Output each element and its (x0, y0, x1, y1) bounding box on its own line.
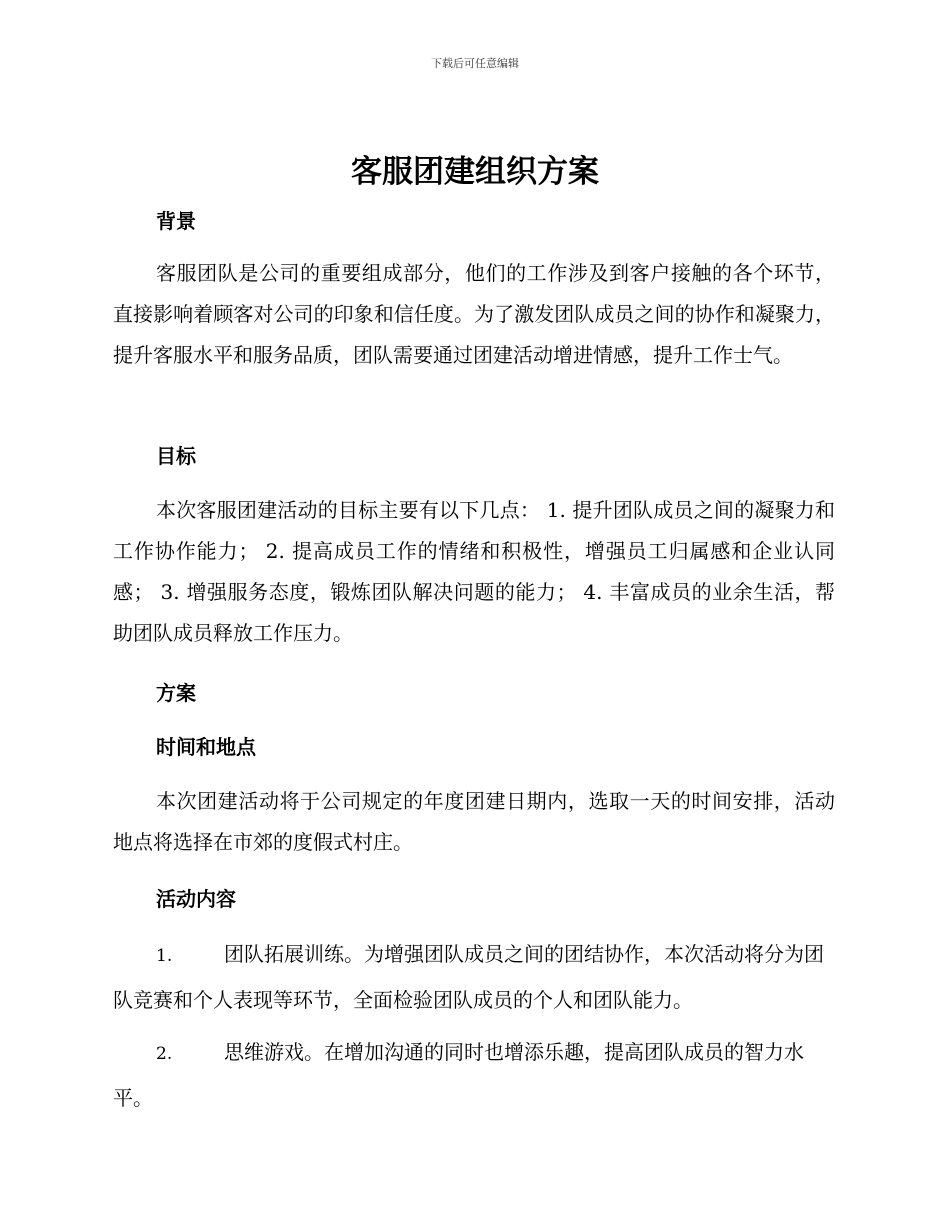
section-heading-goal: 目标 (156, 444, 196, 468)
goal-paragraph: 本次客服团建活动的目标主要有以下几点： 1. 提升团队成员之间的凝聚力和工作协作能力； 2. 提高成员工作的情绪和积极性，增强员工归属感和企业认同感； 3. 增强服务态度，锻炼团队解决问题的能力； 4. 丰富成员的业余生活，帮助团队成员释放工作压力。 (113, 498, 835, 645)
activity-item (113, 1030, 835, 1120)
section-heading-background: 背景 (156, 209, 196, 233)
section-heading-activities: 活动内容 (156, 887, 236, 911)
activity-item (113, 932, 835, 1022)
activity-text: 团队拓展训练。为增强团队成员之间的团结协作，本次活动将分为团队竞赛和个人表现等环节，全面检验团队成员的个人和团队能力。 (113, 942, 824, 1012)
activity-text: 思维游戏。在增加沟通的同时也增添乐趣，提高团队成员的智力水平。 (113, 1040, 804, 1110)
activity-number: 2. (156, 1044, 173, 1064)
page-header: 下载后可任意编辑 (431, 57, 519, 70)
time-place-paragraph: 本次团建活动将于公司规定的年度团建日期内，选取一天的时间安排，活动地点将选择在市郊的度假式村庄。 (113, 789, 835, 854)
section-heading-plan: 方案 (156, 681, 196, 705)
activity-number: 1. (156, 946, 173, 966)
document-title: 客服团建组织方案 (351, 154, 599, 190)
section-heading-time-place: 时间和地点 (156, 735, 256, 759)
background-paragraph: 客服团队是公司的重要组成部分，他们的工作涉及到客户接触的各个环节，直接影响着顾客对公司的印象和信任度。为了激发团队成员之间的协作和凝聚力，提升客服水平和服务品质，团队需要通过团建活动增进情感，提升工作士气。 (113, 261, 835, 367)
